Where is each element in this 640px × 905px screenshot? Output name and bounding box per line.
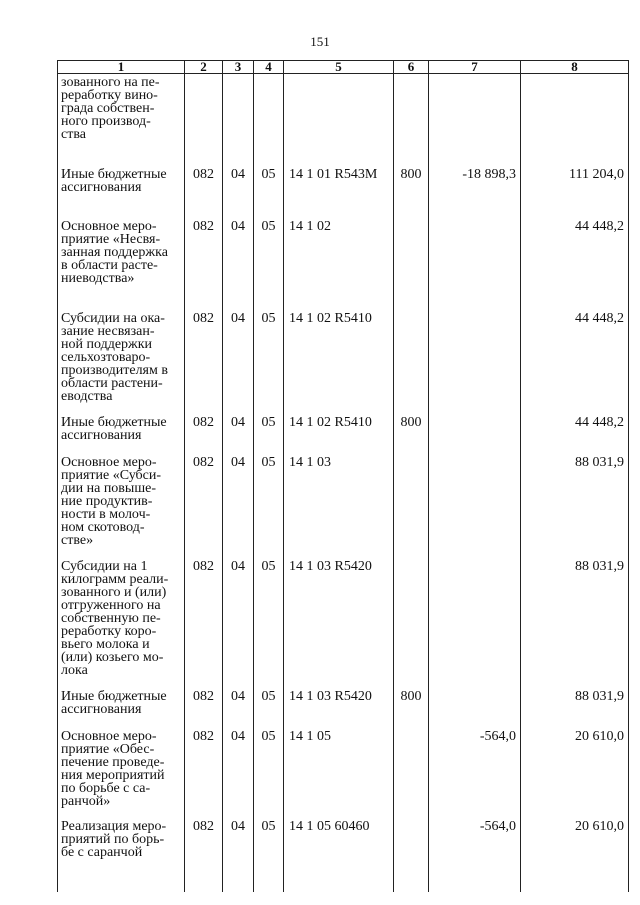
cell-admin-code: 082 xyxy=(185,298,223,416)
cell-total-amount: 20 610,0 xyxy=(521,730,629,820)
cell-expense-type: 800 xyxy=(394,690,429,730)
cell-total-amount: 111 204,0 xyxy=(521,168,629,208)
cell-total-amount: 44 448,2 xyxy=(521,298,629,416)
header-row xyxy=(58,61,629,74)
cell-expense-type xyxy=(394,208,429,298)
cell-target-article: 14 1 05 xyxy=(284,730,394,820)
cell-section: 04 xyxy=(223,416,254,456)
cell-change-amount xyxy=(429,298,521,416)
cell-subsection: 05 xyxy=(254,208,284,298)
cell-expense-type xyxy=(394,820,429,892)
header-col-6: 6 xyxy=(394,61,429,74)
cell-subsection: 05 xyxy=(254,456,284,560)
cell-total-amount: 88 031,9 xyxy=(521,456,629,560)
cell-name: Субсидии на 1 килограмм реали- зованного и (или) отгруженного на собственную пе- реработку коро- вьего молока и (или) козьего мо- лока xyxy=(58,560,185,690)
cell-subsection: 05 xyxy=(254,416,284,456)
cell-total-amount: 20 610,0 xyxy=(521,820,629,892)
cell-subsection xyxy=(254,74,284,169)
cell-name: Иные бюджетные ассигнования xyxy=(58,168,185,208)
cell-subsection: 05 xyxy=(254,730,284,820)
budget-table xyxy=(57,60,629,892)
cell-change-amount xyxy=(429,456,521,560)
cell-name: Субсидии на ока- зание несвязан- ной поддержки сельхозтоваро- производителям в области растени- еводства xyxy=(58,298,185,416)
cell-target-article: 14 1 03 R5420 xyxy=(284,690,394,730)
cell-target-article: 14 1 02 R5410 xyxy=(284,298,394,416)
table-row xyxy=(58,298,629,416)
cell-change-amount xyxy=(429,560,521,690)
cell-name: Основное меро- приятие «Субси- дии на повыше- ние продуктив- ности в молоч- ном скотовод- стве» xyxy=(58,456,185,560)
cell-admin-code: 082 xyxy=(185,416,223,456)
cell-admin-code: 082 xyxy=(185,168,223,208)
cell-name: Основное меро- приятие «Несвя- занная поддержка в области расте- ниеводства» xyxy=(58,208,185,298)
cell-name: зованного на пе- реработку вино- града собствен- ного производ- ства xyxy=(58,74,185,169)
cell-section: 04 xyxy=(223,208,254,298)
cell-total-amount: 88 031,9 xyxy=(521,560,629,690)
cell-section: 04 xyxy=(223,168,254,208)
cell-subsection: 05 xyxy=(254,690,284,730)
cell-section xyxy=(223,74,254,169)
cell-subsection: 05 xyxy=(254,168,284,208)
table-row xyxy=(58,730,629,820)
page-number: 151 xyxy=(310,34,330,49)
cell-change-amount xyxy=(429,208,521,298)
cell-target-article: 14 1 03 xyxy=(284,456,394,560)
cell-admin-code xyxy=(185,74,223,169)
cell-target-article: 14 1 01 R543M xyxy=(284,168,394,208)
cell-name: Реализация меро- приятий по борь- бе с саранчой xyxy=(58,820,185,892)
cell-expense-type: 800 xyxy=(394,168,429,208)
cell-total-amount: 44 448,2 xyxy=(521,416,629,456)
cell-target-article: 14 1 03 R5420 xyxy=(284,560,394,690)
cell-section: 04 xyxy=(223,456,254,560)
cell-total-amount: 44 448,2 xyxy=(521,208,629,298)
cell-total-amount xyxy=(521,74,629,169)
table-row xyxy=(58,820,629,892)
cell-change-amount xyxy=(429,416,521,456)
header-col-8: 8 xyxy=(521,61,629,74)
cell-change-amount xyxy=(429,74,521,169)
table-row xyxy=(58,208,629,298)
cell-change-amount: -564,0 xyxy=(429,820,521,892)
cell-target-article: 14 1 02 xyxy=(284,208,394,298)
cell-subsection: 05 xyxy=(254,560,284,690)
header-col-2: 2 xyxy=(185,61,223,74)
header-col-3: 3 xyxy=(223,61,254,74)
table-row xyxy=(58,456,629,560)
cell-section: 04 xyxy=(223,560,254,690)
cell-admin-code: 082 xyxy=(185,208,223,298)
table-row xyxy=(58,690,629,730)
cell-expense-type xyxy=(394,298,429,416)
cell-name: Иные бюджетные ассигнования xyxy=(58,416,185,456)
cell-name: Основное меро- приятие «Обес- печение проведе- ния мероприятий по борьбе с са- ранчой» xyxy=(58,730,185,820)
header-col-1: 1 xyxy=(58,61,185,74)
table-row xyxy=(58,168,629,208)
cell-change-amount xyxy=(429,690,521,730)
cell-target-article xyxy=(284,74,394,169)
header-col-4: 4 xyxy=(254,61,284,74)
cell-expense-type: 800 xyxy=(394,416,429,456)
cell-expense-type xyxy=(394,74,429,169)
cell-expense-type xyxy=(394,456,429,560)
cell-section: 04 xyxy=(223,298,254,416)
cell-total-amount: 88 031,9 xyxy=(521,690,629,730)
cell-subsection: 05 xyxy=(254,820,284,892)
table-row xyxy=(58,74,629,169)
header-col-5: 5 xyxy=(284,61,394,74)
table-body xyxy=(58,74,629,893)
cell-name: Иные бюджетные ассигнования xyxy=(58,690,185,730)
cell-change-amount: -18 898,3 xyxy=(429,168,521,208)
cell-admin-code: 082 xyxy=(185,456,223,560)
table-row xyxy=(58,560,629,690)
cell-target-article: 14 1 02 R5410 xyxy=(284,416,394,456)
cell-target-article: 14 1 05 60460 xyxy=(284,820,394,892)
cell-subsection: 05 xyxy=(254,298,284,416)
header-col-7: 7 xyxy=(429,61,521,74)
cell-expense-type xyxy=(394,560,429,690)
cell-section: 04 xyxy=(223,690,254,730)
cell-admin-code: 082 xyxy=(185,730,223,820)
table-row xyxy=(58,416,629,456)
cell-admin-code: 082 xyxy=(185,560,223,690)
cell-section: 04 xyxy=(223,820,254,892)
cell-admin-code: 082 xyxy=(185,820,223,892)
cell-admin-code: 082 xyxy=(185,690,223,730)
cell-expense-type xyxy=(394,730,429,820)
cell-section: 04 xyxy=(223,730,254,820)
cell-change-amount: -564,0 xyxy=(429,730,521,820)
